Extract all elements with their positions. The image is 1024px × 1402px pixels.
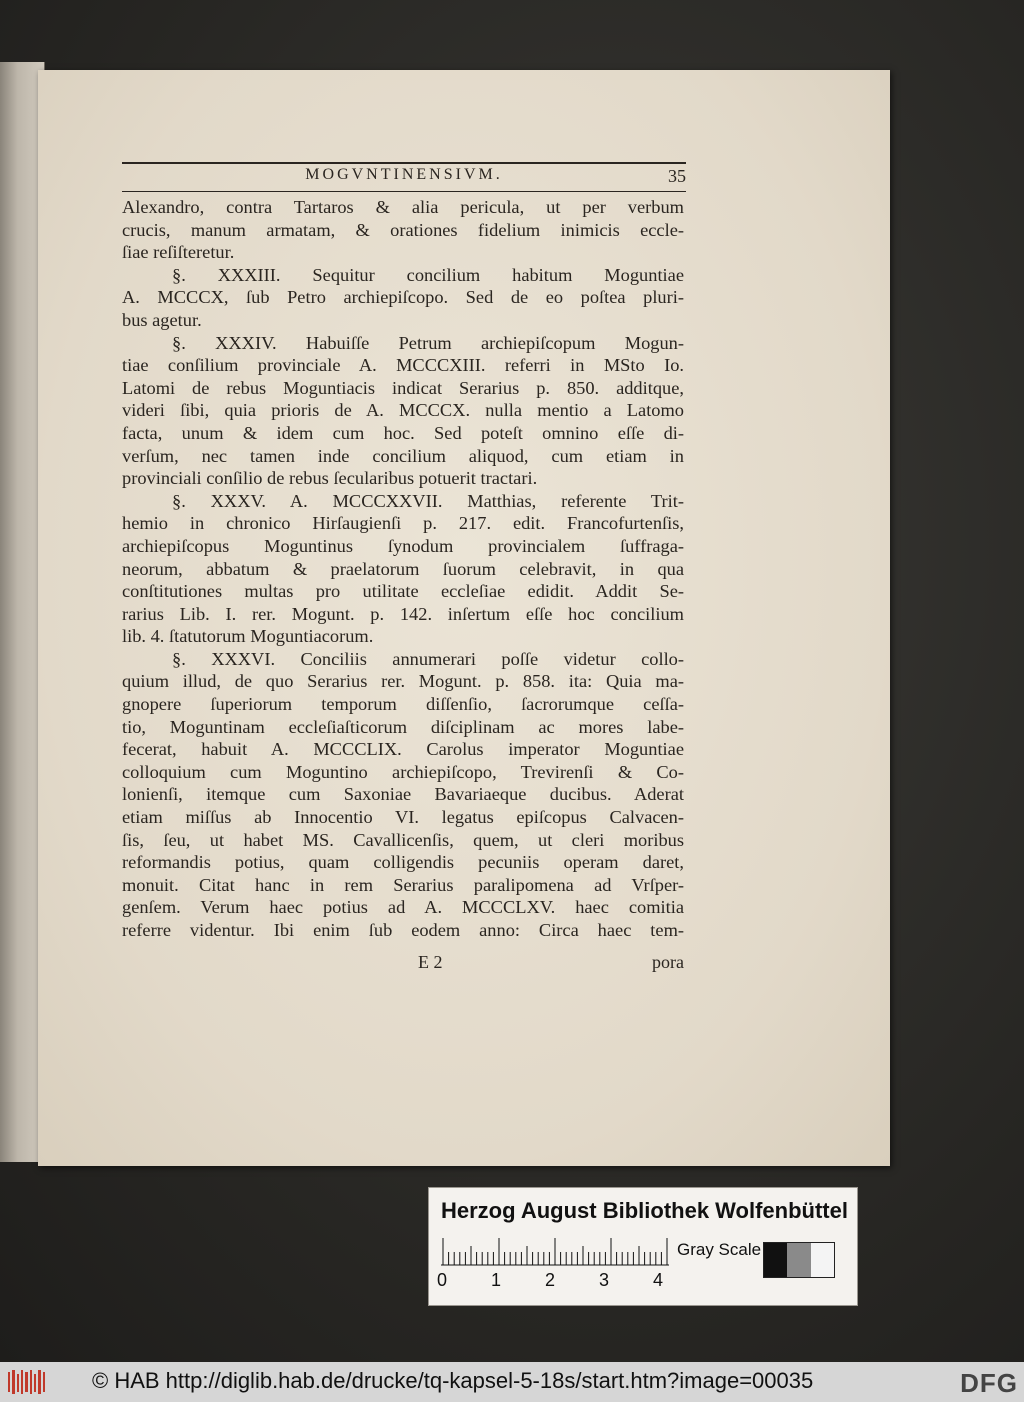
footer-bar bbox=[0, 1362, 1024, 1402]
text-line: lonienſi, itemque cum Saxoniae Bavariaeque ducibus. Aderat bbox=[122, 784, 684, 805]
color-calibration-card bbox=[428, 1187, 858, 1306]
ruler-label-2: 2 bbox=[545, 1270, 556, 1290]
ruler-label-0: 0 bbox=[437, 1270, 448, 1290]
text-line: crucis, manum armatam, & orationes fidelium inimicis eccle- bbox=[122, 219, 684, 240]
header-rule-bottom bbox=[122, 191, 686, 192]
text-line: genſem. Verum haec potius ad A. MCCCLXV. haec comitia bbox=[122, 897, 684, 918]
hab-barcode-icon bbox=[6, 1368, 48, 1396]
text-line: A. MCCCX, ſub Petro archiepiſcopo. Sed de eo poſtea pluri- bbox=[122, 287, 684, 308]
gray-scale-swatches bbox=[763, 1242, 835, 1278]
ruler-label-4: 4 bbox=[653, 1270, 664, 1290]
text-line: §. XXXV. A. MCCCXXVII. Matthias, referente Trit- bbox=[172, 490, 684, 511]
text-line: referre videntur. Ibi enim ſub eodem anno: Circa haec tem- bbox=[122, 920, 684, 940]
text-line: quium illud, de quo Serarius rer. Mogunt. p. 858. ita: Quia ma- bbox=[122, 671, 684, 692]
text-line: verſum, nec tamen inde concilium aliquod, cum etiam in bbox=[122, 445, 684, 466]
ruler-label-1: 1 bbox=[491, 1270, 502, 1290]
header-rule-top bbox=[122, 162, 686, 164]
text-line: hemio in chronico Hirſaugienſi p. 217. edit. Francofurtenſis, bbox=[122, 513, 684, 534]
ruler-label-3: 3 bbox=[599, 1270, 610, 1290]
gray-scale-label: Gray Scale bbox=[677, 1240, 762, 1259]
text-line: fecerat, habuit A. MCCCLIX. Carolus imperator Moguntiae bbox=[122, 739, 684, 760]
copyright-url[interactable]: © HAB http://diglib.hab.de/drucke/tq-kapsel-5-18s/start.htm?image=00035 bbox=[92, 1368, 814, 1393]
text-line: facta, unum & idem cum hoc. Sed poteſt omnino eſſe di- bbox=[122, 422, 684, 443]
text-line: reformandis potius, quam colligendis pecuniis operam daret, bbox=[122, 852, 684, 873]
text-line: gnopere ſuperiorum temporum diſſenſio, ſacrorumque ceſſa- bbox=[122, 694, 684, 715]
ruler-scale bbox=[441, 1236, 669, 1266]
gray-swatch bbox=[787, 1243, 810, 1277]
text-line: conſtitutiones multas pro utilitate eccleſiae edidit. Addit Se- bbox=[122, 581, 684, 602]
text-line: colloquium cum Moguntino archiepiſcopo, Trevirenſi & Co- bbox=[122, 761, 684, 782]
signature-mark: E 2 bbox=[418, 952, 443, 972]
library-name: Herzog August Bibliothek Wolfenbüttel bbox=[441, 1198, 848, 1223]
text-line: Alexandro, contra Tartaros & alia pericula, ut per verbum bbox=[122, 197, 684, 217]
text-line: tio, Moguntinam eccleſiaſticorum diſciplinam ac mores labe- bbox=[122, 716, 684, 737]
dfg-logo: DFG bbox=[960, 1368, 1018, 1398]
gray-swatch bbox=[764, 1243, 787, 1277]
page-footer-line bbox=[122, 952, 684, 976]
text-line: tiae conſilium provinciale A. MCCCXIII. referri in MSto Io. bbox=[122, 355, 684, 376]
page-number: 35 bbox=[668, 166, 686, 186]
text-line: archiepiſcopus Moguntinus ſynodum provincialem ſuffraga- bbox=[122, 535, 684, 556]
text-line: Latomi de rebus Moguntiacis indicat Serarius p. 850. additque, bbox=[122, 377, 684, 398]
text-line: rarius Lib. I. rer. Mogunt. p. 142. inſertum eſſe hoc concilium bbox=[122, 603, 684, 624]
text-line: ſiae reſiſteretur. bbox=[122, 242, 235, 263]
text-line: etiam miſſus ab Innocentio VI. legatus epiſcopus Calvacen- bbox=[122, 807, 684, 828]
catchword: pora bbox=[652, 952, 684, 972]
running-title: MOGVNTINENSIVM. bbox=[305, 166, 503, 183]
text-line: neorum, abbatum & praelatorum ſuorum celebravit, in qua bbox=[122, 558, 684, 579]
text-line: §. XXXIV. Habuiſſe Petrum archiepiſcopum Mogun- bbox=[172, 332, 684, 353]
body-text bbox=[122, 196, 684, 942]
text-line: provinciali conſilio de rebus ſecularibus potuerit tractari. bbox=[122, 468, 538, 489]
gray-swatch bbox=[811, 1243, 834, 1277]
text-line: §. XXXIII. Sequitur concilium habitum Moguntiae bbox=[172, 264, 684, 285]
text-line: lib. 4. ſtatutorum Moguntiacorum. bbox=[122, 626, 374, 647]
text-line: ſis, ſeu, ut habet MS. Cavallicenſis, quem, ut cleri moribus bbox=[122, 829, 684, 850]
text-line: §. XXXVI. Conciliis annumerari poſſe videtur collo- bbox=[172, 648, 684, 669]
running-head bbox=[122, 166, 686, 190]
text-line: monuit. Citat hanc in rem Serarius paralipomena ad Vrſper- bbox=[122, 874, 684, 895]
text-line: videri ſibi, quia prioris de A. MCCCX. nulla mentio a Latomo bbox=[122, 400, 684, 421]
text-line: bus agetur. bbox=[122, 309, 202, 330]
